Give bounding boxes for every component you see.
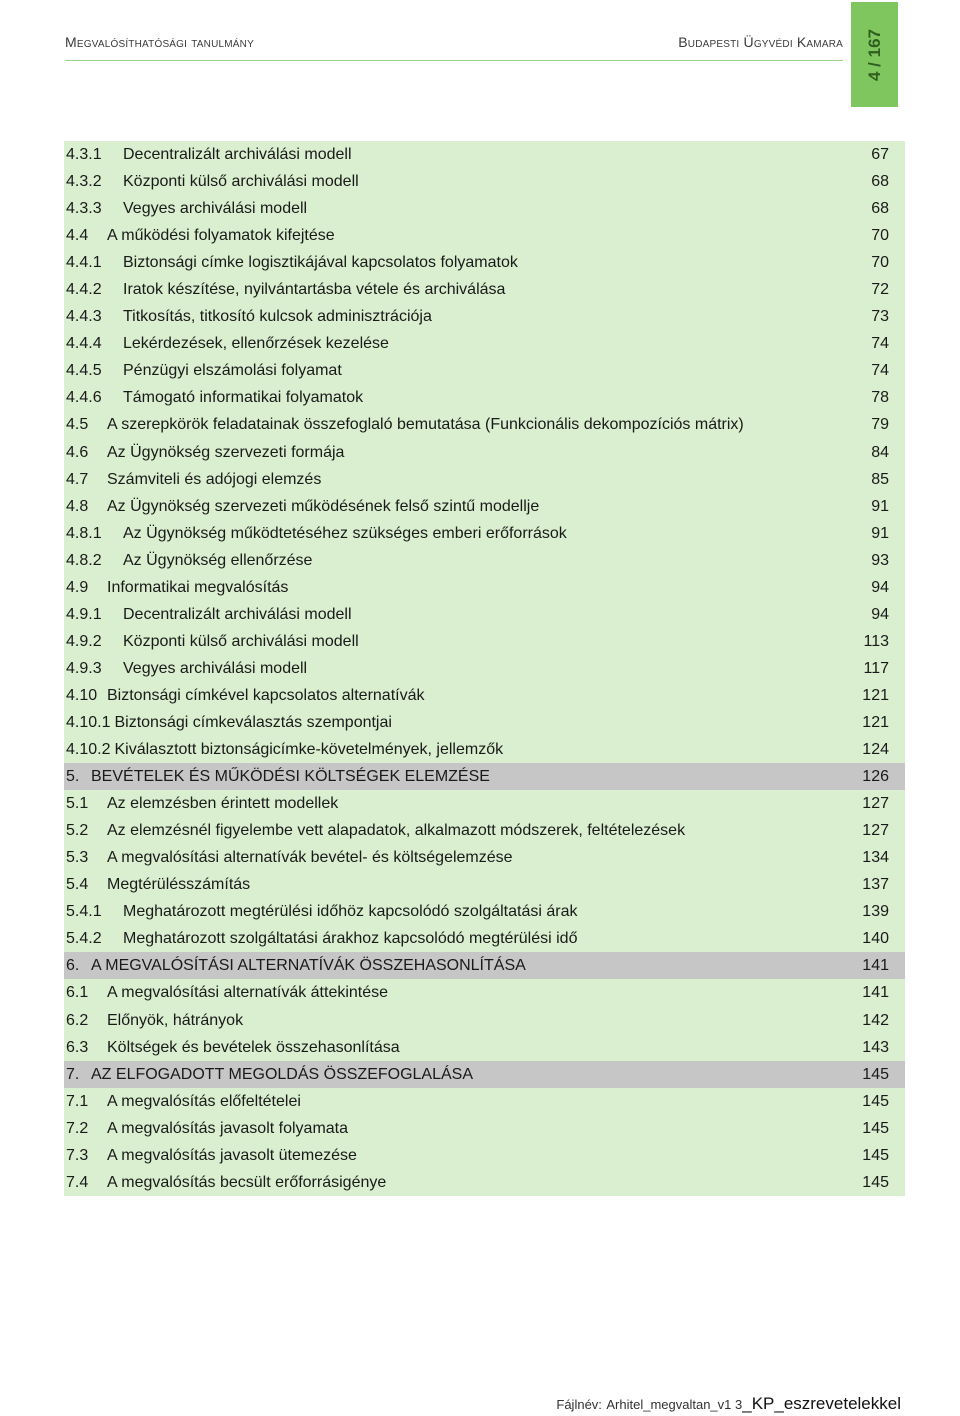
toc-number: 7.2 <box>66 1119 89 1137</box>
toc-title: A megvalósítás előfeltételei <box>107 1092 301 1110</box>
toc-title: Számviteli és adójogi elemzés <box>107 470 322 488</box>
toc-title: A megvalósítási alternatívák áttekintése <box>107 984 389 1002</box>
toc-title: Az elemzésnél figyelembe vett alapadatok, alkalmazott módszerek, feltételezések <box>107 822 686 840</box>
footer-filename-text: Arhitel_megvaltan_v1 3 <box>606 1397 743 1412</box>
toc-page-number: 70 <box>871 227 889 245</box>
toc-title: Központi külső archiválási modell <box>123 632 359 650</box>
toc-page-number: 137 <box>862 876 889 894</box>
toc-number: 4.9 <box>66 578 89 596</box>
toc-page-number: 140 <box>862 930 889 948</box>
toc-title: Az Ügynökség szervezeti formája <box>107 443 345 461</box>
toc-title: A működési folyamatok kifejtése <box>107 227 335 245</box>
toc-title: Titkosítás, titkosító kulcsok adminisztrációja <box>123 308 432 326</box>
toc-row[interactable] <box>64 655 905 682</box>
toc-title: Az Ügynökség működtetéséhez szükséges emberi erőforrások <box>123 524 567 542</box>
toc-page-number: 91 <box>871 524 889 542</box>
toc-page-number: 72 <box>871 281 889 299</box>
toc-row[interactable] <box>64 844 905 871</box>
toc-row[interactable] <box>64 195 905 222</box>
toc-page-number: 74 <box>871 335 889 353</box>
toc-number: 4.10 <box>66 686 98 704</box>
toc-page-number: 79 <box>871 416 889 434</box>
toc-title: Előnyök, hátrányok <box>107 1011 244 1029</box>
toc-row[interactable] <box>64 1142 905 1169</box>
toc-number: 5. <box>66 768 80 786</box>
toc-title: A megvalósítási alternatívák bevétel- és költségelemzése <box>107 849 513 867</box>
toc-title: Megtérülésszámítás <box>107 876 251 894</box>
toc-page-number: 127 <box>862 795 889 813</box>
footer-filename <box>556 1394 901 1414</box>
toc-number: 6.1 <box>66 984 89 1002</box>
toc-title: BEVÉTELEK ÉS MŰKÖDÉSI KÖLTSÉGEK ELEMZÉSE <box>91 768 490 786</box>
toc-row[interactable] <box>64 574 905 601</box>
toc-page-number: 145 <box>862 1092 889 1110</box>
toc-number: 4.9.1 <box>66 605 102 623</box>
toc-number: 4.10.2 <box>66 741 111 759</box>
toc-row[interactable] <box>64 736 905 763</box>
toc-number: 4.8.2 <box>66 551 102 569</box>
toc-page-number: 145 <box>862 1065 889 1083</box>
toc-row[interactable] <box>64 871 905 898</box>
toc-title: Vegyes archiválási modell <box>123 659 308 677</box>
page-header <box>65 30 843 58</box>
toc-number: 4.4.1 <box>66 254 102 272</box>
toc-number: 4.8.1 <box>66 524 102 542</box>
toc-page-number: 145 <box>862 1146 889 1164</box>
toc-page-number: 94 <box>871 605 889 623</box>
toc-row[interactable] <box>64 601 905 628</box>
toc-number: 4.4.6 <box>66 389 102 407</box>
toc-number: 4.7 <box>66 470 89 488</box>
table-of-contents <box>64 141 905 1196</box>
toc-page-number: 121 <box>862 686 889 704</box>
header-divider <box>65 60 843 61</box>
toc-title: Decentralizált archiválási modell <box>123 605 352 623</box>
toc-title: Biztonsági címke logisztikájával kapcsolatos folyamatok <box>123 254 518 272</box>
toc-title: Támogató informatikai folyamatok <box>123 389 364 407</box>
toc-page-number: 142 <box>862 1011 889 1029</box>
toc-page-number: 67 <box>871 146 889 163</box>
toc-row[interactable] <box>64 466 905 493</box>
toc-number: 6.3 <box>66 1038 89 1056</box>
toc-row[interactable] <box>64 1088 905 1115</box>
toc-row[interactable] <box>64 330 905 357</box>
toc-row[interactable] <box>64 925 905 952</box>
toc-number: 7.3 <box>66 1146 89 1164</box>
toc-number: 5.4 <box>66 876 89 894</box>
toc-page-number: 74 <box>871 362 889 380</box>
toc-title: Az elemzésben érintett modellek <box>107 795 339 813</box>
toc-number: 5.1 <box>66 795 89 813</box>
organization-name: Budapesti Ügyvédi Kamara <box>678 34 843 50</box>
footer-filename-suffix: _KP_eszrevetelekkel <box>742 1394 901 1413</box>
toc-row[interactable] <box>64 898 905 925</box>
toc-title: Biztonsági címkével kapcsolatos alternatívák <box>107 686 425 704</box>
toc-page-number: 124 <box>862 741 889 759</box>
toc-page-number: 141 <box>862 984 889 1002</box>
toc-row[interactable] <box>64 1115 905 1142</box>
toc-number: 4.4.4 <box>66 335 102 353</box>
toc-title: Meghatározott szolgáltatási árakhoz kapcsolódó megtérülési idő <box>123 930 578 948</box>
toc-number: 4.4 <box>66 227 89 245</box>
toc-title: A megvalósítás javasolt folyamata <box>107 1119 349 1137</box>
toc-row[interactable] <box>64 817 905 844</box>
toc-row[interactable] <box>64 249 905 276</box>
document-title: Megvalósíthatósági tanulmány <box>65 34 254 50</box>
toc-number: 4.9.2 <box>66 632 102 650</box>
toc-page-number: 70 <box>871 254 889 272</box>
toc-page-number: 78 <box>871 389 889 407</box>
page-number-tab <box>851 2 898 107</box>
toc-number: 4.9.3 <box>66 659 102 677</box>
toc-number: 4.10.1 <box>66 713 111 731</box>
toc-number: 4.4.2 <box>66 281 102 299</box>
toc-number: 4.4.5 <box>66 362 102 380</box>
toc-number: 5.4.2 <box>66 930 102 948</box>
toc-page-number: 143 <box>862 1038 889 1056</box>
toc-number: 6. <box>66 957 80 975</box>
toc-row[interactable] <box>64 222 905 249</box>
toc-title: Iratok készítése, nyilvántartásba vétele és archiválása <box>123 281 506 299</box>
toc-page-number: 127 <box>862 822 889 840</box>
toc-row[interactable] <box>64 709 905 736</box>
toc-number: 7. <box>66 1065 80 1083</box>
toc-page-number: 117 <box>863 659 889 677</box>
toc-row[interactable] <box>64 1007 905 1034</box>
toc-title: Lekérdezések, ellenőrzések kezelése <box>123 335 389 353</box>
toc-number: 4.3.3 <box>66 200 102 218</box>
toc-page-number: 145 <box>862 1173 889 1191</box>
toc-row[interactable] <box>64 1169 905 1196</box>
toc-page-number: 93 <box>871 551 889 569</box>
toc-number: 4.3.1 <box>66 146 102 163</box>
toc-page-number: 139 <box>862 903 889 921</box>
toc-title: Informatikai megvalósítás <box>107 578 289 596</box>
footer-label: Fájlnév: <box>556 1397 602 1412</box>
toc-page-number: 145 <box>862 1119 889 1137</box>
toc-number: 6.2 <box>66 1011 89 1029</box>
toc-title: Decentralizált archiválási modell <box>123 146 352 163</box>
toc-number: 4.6 <box>66 443 89 461</box>
toc-row[interactable] <box>64 628 905 655</box>
toc-section-row[interactable] <box>64 1061 905 1088</box>
toc-page-number: 84 <box>871 443 889 461</box>
toc-row[interactable] <box>64 141 905 168</box>
toc-number: 5.3 <box>66 849 89 867</box>
toc-title: A szerepkörök feladatainak összefoglaló bemutatása (Funkcionális dekompozíciós mátrix) <box>107 416 744 434</box>
toc-page-number: 85 <box>871 470 889 488</box>
toc-page-number: 113 <box>863 632 889 650</box>
toc-title: AZ ELFOGADOTT MEGOLDÁS ÖSSZEFOGLALÁSA <box>91 1065 474 1083</box>
toc-number: 4.4.3 <box>66 308 102 326</box>
toc-section-row[interactable] <box>64 952 905 979</box>
toc-title: Költségek és bevételek összehasonlítása <box>107 1038 400 1056</box>
toc-title: Kiválasztott biztonságicímke-követelmények, jellemzők <box>114 741 504 759</box>
toc-row[interactable] <box>64 384 905 411</box>
toc-row[interactable] <box>64 439 905 466</box>
toc-page-number: 91 <box>871 497 889 515</box>
toc-title: Központi külső archiválási modell <box>123 173 359 191</box>
toc-row[interactable] <box>64 357 905 384</box>
toc-page-number: 126 <box>862 768 889 786</box>
toc-number: 7.4 <box>66 1173 89 1191</box>
toc-title: A MEGVALÓSÍTÁSI ALTERNATÍVÁK ÖSSZEHASONLÍTÁSA <box>91 957 526 975</box>
toc-row[interactable] <box>64 520 905 547</box>
toc-title: Vegyes archiválási modell <box>123 200 308 218</box>
toc-number: 5.2 <box>66 822 89 840</box>
toc-page-number: 134 <box>862 849 889 867</box>
toc-row[interactable] <box>64 547 905 574</box>
toc-page-number: 73 <box>871 308 889 326</box>
toc-row[interactable] <box>64 1034 905 1061</box>
toc-row[interactable] <box>64 979 905 1006</box>
toc-section-row[interactable] <box>64 763 905 790</box>
toc-row[interactable] <box>64 168 905 195</box>
toc-title: A megvalósítás javasolt ütemezése <box>107 1146 357 1164</box>
toc-title: Az Ügynökség szervezeti működésének felső szintű modellje <box>107 497 540 515</box>
toc-row[interactable] <box>64 493 905 520</box>
toc-title: Biztonsági címkeválasztás szempontjai <box>114 713 392 731</box>
toc-row[interactable] <box>64 790 905 817</box>
toc-title: A megvalósítás becsült erőforrásigénye <box>107 1173 387 1191</box>
toc-page-number: 68 <box>871 200 889 218</box>
toc-number: 5.4.1 <box>66 903 102 921</box>
toc-number: 4.3.2 <box>66 173 102 191</box>
toc-page-number: 94 <box>871 578 889 596</box>
toc-number: 4.5 <box>66 416 89 434</box>
page-indicator: 4 / 167 <box>864 28 884 81</box>
toc-page-number: 121 <box>862 713 889 731</box>
toc-row[interactable] <box>64 303 905 330</box>
toc-row[interactable] <box>64 411 905 438</box>
toc-number: 7.1 <box>66 1092 89 1110</box>
toc-row[interactable] <box>64 276 905 303</box>
toc-row[interactable] <box>64 682 905 709</box>
toc-title: Az Ügynökség ellenőrzése <box>123 551 313 569</box>
toc-title: Meghatározott megtérülési időhöz kapcsolódó szolgáltatási árak <box>123 903 578 921</box>
toc-title: Pénzügyi elszámolási folyamat <box>123 362 342 380</box>
toc-page-number: 68 <box>871 173 889 191</box>
toc-page-number: 141 <box>862 957 889 975</box>
toc-number: 4.8 <box>66 497 89 515</box>
